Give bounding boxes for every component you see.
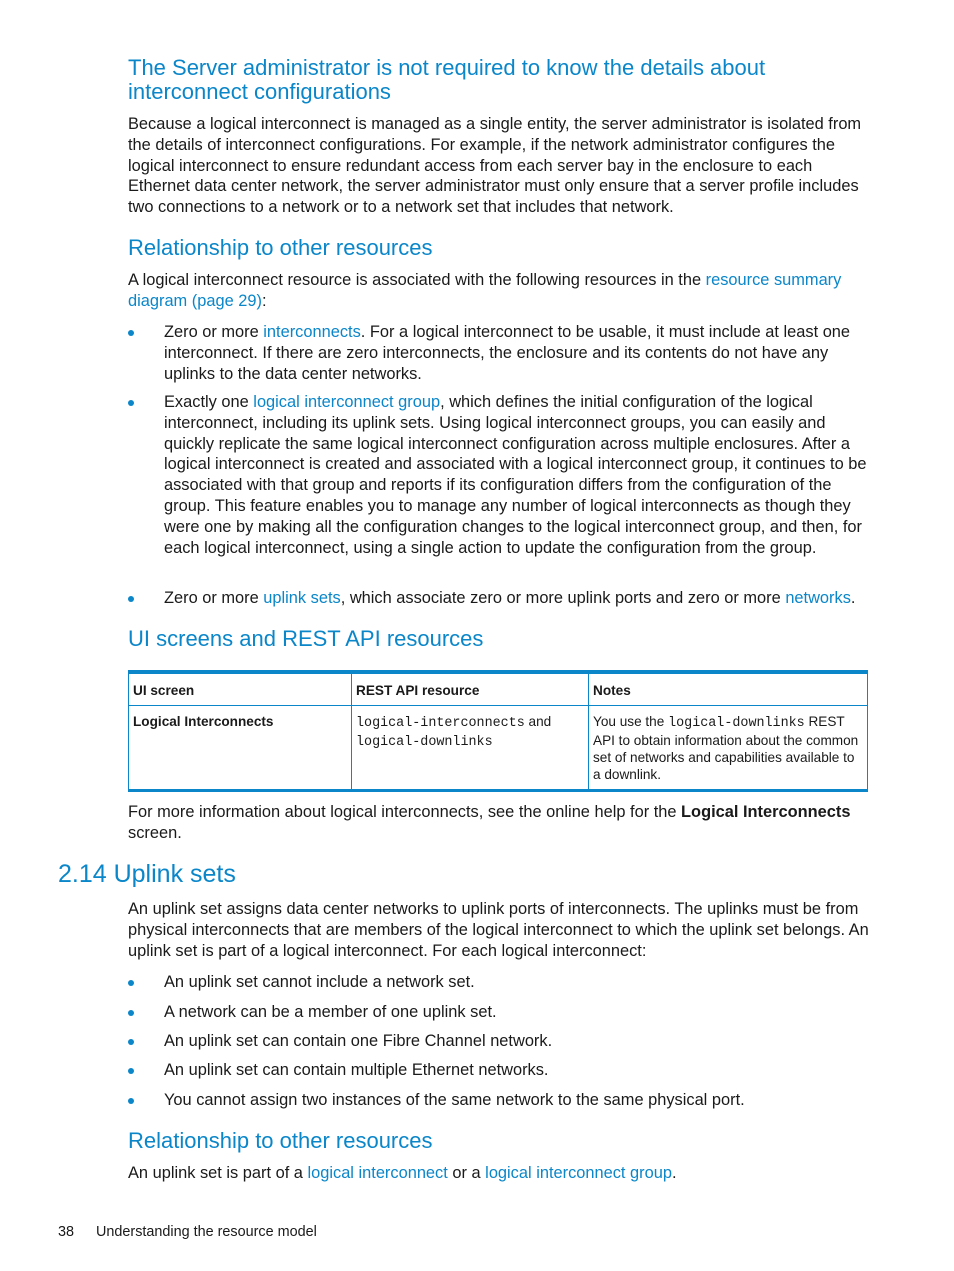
link-logical-interconnect[interactable]: logical interconnect	[307, 1164, 448, 1182]
api-code: logical-interconnects	[356, 716, 525, 731]
screen-name: Logical Interconnects	[133, 714, 274, 729]
bullet-text: You cannot assign two instances of the same network to the same physical port.	[164, 1091, 745, 1109]
bullet-text: An uplink set cannot include a network set.	[164, 973, 475, 991]
link-uplink-sets[interactable]: uplink sets	[263, 589, 341, 607]
table-header-row	[129, 672, 868, 706]
api-code: logical-downlinks	[356, 735, 493, 750]
paragraph-server-admin: Because a logical interconnect is managed as a single entity, the server administrator is isolated from the details of interconnect configurations. For example, if the network administrator configures the logical interconnect to ensure redundant access from each server bay in the enclosure to each Ethernet data center network, the server administrator must only ensure that a server profile includes two connections to a network or to a network set that includes that network.	[128, 115, 862, 217]
bullet-text: Zero or more	[164, 589, 264, 607]
link-networks[interactable]: networks	[785, 589, 851, 607]
bullet-icon	[128, 980, 134, 986]
heading-uplink-sets: 2.14 Uplink sets	[58, 860, 236, 888]
intro-text: A logical interconnect resource is associated with the following resources in the	[128, 271, 706, 289]
table-cell-notes	[589, 706, 868, 791]
more-text: screen.	[128, 823, 182, 842]
bullet-icon	[128, 1068, 134, 1074]
table-header-cell: UI screen	[129, 672, 352, 706]
ui-screens-table	[128, 670, 868, 792]
api-and: and	[524, 714, 552, 729]
bullet-icon	[128, 1010, 134, 1016]
link-logical-interconnect-group[interactable]: logical interconnect group	[253, 393, 441, 411]
table-cell-screen	[129, 706, 352, 791]
notes-text: You use the	[593, 714, 669, 729]
heading-relationship-1: Relationship to other resources	[128, 235, 433, 260]
bullet-text: , which defines the initial configuration of the logical interconnect, including its uplink sets. Using logical interconnect groups, you can easily and quickly replicate the same logical interconnect configuration across multiple enclosures. After a logical interconnect is created and associated with a logical interconnect group, it continues to be associated with that group and reports if its configuration differs from the configuration of the group. This feature enables you to manage any number of logical interconnects as though they were one by making all the configuration changes to the logical interconnect group, and then, for each logical interconnect, using a single action to update the configuration from the group.	[164, 393, 867, 557]
bullet-text: An uplink set can contain one Fibre Channel network.	[164, 1032, 553, 1050]
bullet-text: Zero or more	[164, 323, 264, 341]
bullet-icon	[128, 1098, 134, 1104]
rel-text: .	[671, 1164, 677, 1182]
page-number: 38	[58, 1224, 75, 1240]
bullet-text: An uplink set can contain multiple Ethernet networks.	[164, 1061, 549, 1079]
more-bold: Logical Interconnects	[681, 803, 851, 821]
paragraph-relationship-intro	[128, 270, 870, 312]
rel-text: or a	[447, 1164, 486, 1182]
rel-text: An uplink set is part of a	[128, 1164, 308, 1182]
paragraph-uplink-relationship	[128, 1163, 870, 1184]
bullet-text: , which associate zero or more uplink ports and zero or more	[340, 589, 786, 607]
more-text: For more information about logical interconnects, see the online help for the	[128, 803, 682, 821]
bullet-icon	[128, 1039, 134, 1045]
heading-server-admin: The Server administrator is not required to know the details about interconnect configurations	[128, 55, 766, 104]
link-interconnects[interactable]: interconnects	[263, 323, 361, 341]
table-cell-api	[352, 706, 589, 791]
table-header-cell: Notes	[589, 672, 868, 706]
link-logical-interconnect-group-2[interactable]: logical interconnect group	[485, 1164, 672, 1182]
heading-ui-screens: UI screens and REST API resources	[128, 626, 484, 651]
bullet-text: Exactly one	[164, 393, 254, 411]
notes-text: REST API to obtain information about the common set of networks and capabilities available to a downlink.	[593, 714, 859, 782]
heading-relationship-2: Relationship to other resources	[128, 1128, 433, 1153]
table-row	[129, 706, 868, 791]
link-resource-summary-diagram[interactable]: resource summary diagram (page 29)	[128, 271, 842, 310]
paragraph-more-info	[128, 802, 870, 844]
bullet-text: A network can be a member of one uplink set.	[164, 1003, 497, 1021]
bullet-icon	[128, 596, 134, 602]
bullet-text: .	[850, 589, 856, 607]
footer-section-title: Understanding the resource model	[96, 1224, 317, 1240]
bullet-text: . For a logical interconnect to be usable, it must include at least one interconnect. If there are zero interconnects, the enclosure and its contents do not have any uplinks to the data center networks.	[164, 323, 851, 383]
table-header-cell: REST API resource	[352, 672, 589, 706]
notes-code: logical-downlinks	[668, 716, 805, 731]
bullet-icon	[128, 330, 134, 336]
intro-colon: :	[261, 291, 267, 310]
bullet-icon	[128, 400, 134, 406]
paragraph-uplink-intro: An uplink set assigns data center networks to uplink ports of interconnects. The uplinks must be from physical interconnects that are members of the logical interconnect to which the uplink set belongs. An uplink set is part of a logical interconnect. For each logical interconnect:	[128, 900, 869, 960]
